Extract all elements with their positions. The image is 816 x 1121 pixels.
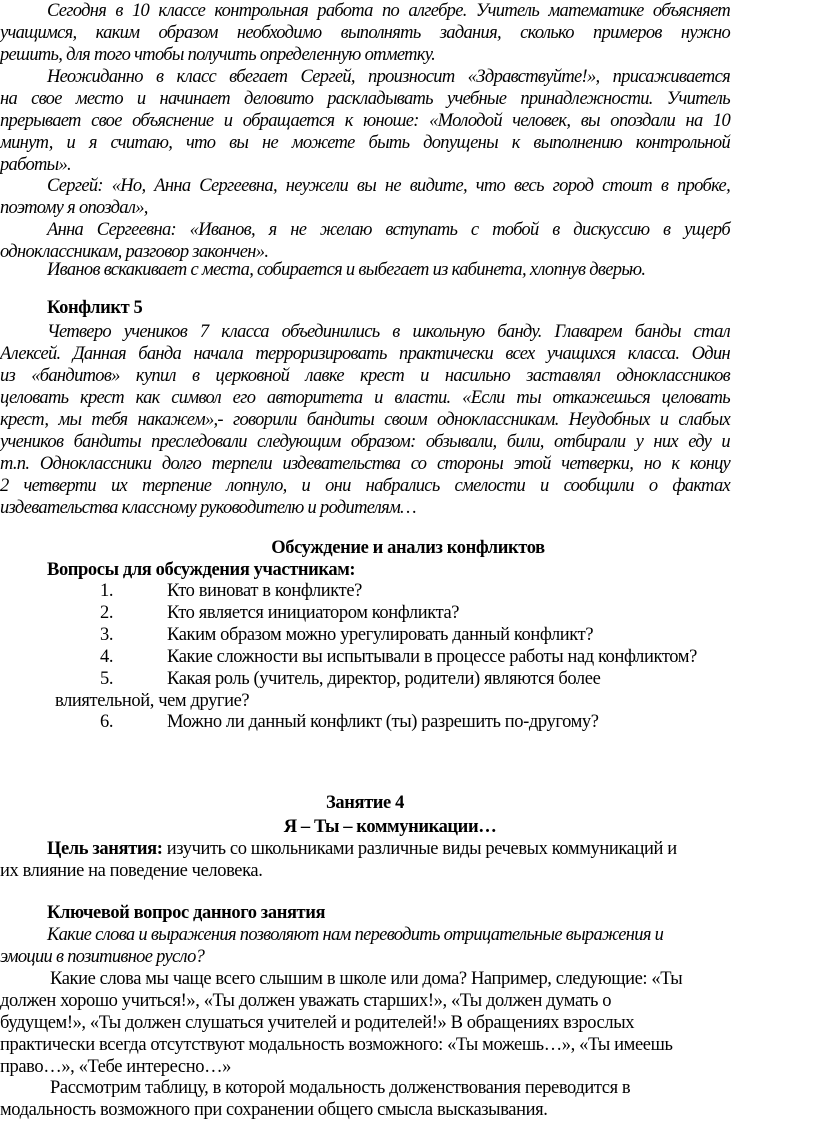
text-line: Анна Сергеевна: «Иванов, я не желаю вступать с тобой в дискуссию в ущерб: [47, 220, 730, 240]
list-text: Какие сложности вы испытывали в процессе работы над конфликтом?: [167, 647, 697, 667]
story-paragraph-5: Иванов вскакивает с места, собирается и выбегает из кабинета, хлопнув дверью.: [47, 260, 646, 280]
list-item: [0, 646, 730, 668]
lesson-goal: [47, 838, 777, 860]
text-line: Четверо учеников 7 класса объединились в школьную банду. Главарем банды стал: [47, 322, 730, 342]
list-text: Какая роль (учитель, директор, родители) являются более: [167, 669, 601, 689]
lesson-title: Занятие 4: [326, 793, 404, 813]
list-item: [0, 668, 730, 690]
text-line: Неожиданно в класс вбегает Сергей, произносит «Здравствуйте!», присаживается: [47, 67, 730, 87]
list-item: [0, 711, 730, 733]
list-number: 2.: [100, 603, 114, 623]
text-line: на свое место и начинает деловито раскладывать учебные принадлежности. Учитель: [0, 89, 730, 109]
key-question-title: Ключевой вопрос данного занятия: [47, 903, 326, 923]
text-line: минут, и я считаю, что вы не можете быть допущены к выполнению контрольной: [0, 133, 730, 153]
text-line: 2 четверти их терпение лопнуло, и они набрались смелости и сообщили о фактах: [0, 476, 730, 496]
text-line: практически всегда отсутствуют модальность возможного: «Ты можешь…», «Ты имеешь: [0, 1035, 673, 1055]
text-line: право…», «Тебе интересно…»: [0, 1057, 232, 1077]
goal-continuation: их влияние на поведение человека.: [0, 861, 263, 881]
list-text: Можно ли данный конфликт (ты) разрешить по-другому?: [167, 712, 599, 732]
list-item: [0, 624, 730, 646]
text-line: учащимся, каким образом необходимо выполнять задания, сколько примеров нужно: [0, 23, 730, 43]
text-line: должен хорошо учиться!», «Ты должен уважать старших!», «Ты должен думать о: [0, 991, 612, 1011]
list-number: 1.: [100, 581, 114, 601]
text-line: из «бандитов» купил в церковной лавке крест и насильно заставлял одноклассников: [0, 366, 730, 386]
text-line: будущем!», «Ты должен слушаться учителей и родителей!» В обращениях взрослых: [0, 1013, 635, 1033]
text-line: Сегодня в 10 классе контрольная работа по алгебре. Учитель математике объясняет: [47, 1, 730, 21]
list-number: 3.: [100, 625, 114, 645]
conflict-5-title: Конфликт 5: [47, 298, 143, 318]
text-line: поэтому я опоздал»,: [0, 198, 148, 218]
list-number: 4.: [100, 647, 114, 667]
text-line: крест, мы тебя накажем»,- говорили бандиты своим одноклассникам. Неудобных и слабых: [0, 410, 730, 430]
text-line: прерывает свое объяснение и обращается к юноше: «Молодой человек, вы опоздали на 10: [0, 111, 730, 131]
key-question: эмоции в позитивное русло?: [0, 947, 205, 967]
discussion-title: Обсуждение и анализ конфликтов: [271, 538, 545, 558]
text-line: издевательства классному руководителю и родителям…: [0, 498, 416, 518]
text-line: работы».: [0, 155, 71, 175]
goal-text: изучить со школьниками различные виды речевых коммуникаций и: [162, 839, 677, 859]
list-text: Каким образом можно урегулировать данный конфликт?: [167, 625, 594, 645]
goal-label: Цель занятия:: [47, 839, 163, 859]
list-text: Кто виноват в конфликте?: [167, 581, 362, 601]
text-line: учеников бандиты преследовали следующим образом: обзывали, били, отбирали у них еду и: [0, 432, 730, 452]
text-line: Какие слова мы чаще всего слышим в школе или дома? Например, следующие: «Ты: [50, 969, 683, 989]
text-line: Рассмотрим таблицу, в которой модальность долженствования переводится в: [50, 1078, 631, 1098]
text-line: т.п. Одноклассники долго терпели издевательства со стороны этой четверки, но к концу: [0, 454, 730, 474]
key-question: Какие слова и выражения позволяют нам переводить отрицательные выражения и: [47, 925, 664, 945]
list-item-continuation: влиятельной, чем другие?: [55, 691, 250, 711]
list-text: Кто является инициатором конфликта?: [167, 603, 460, 623]
text-line: Алексей. Данная банда начала терроризировать практически всех учащихся класса. Один: [0, 344, 730, 364]
discussion-subtitle: Вопросы для обсуждения участникам:: [47, 560, 356, 580]
text-line: модальность возможного при сохранении общего смысла высказывания.: [0, 1100, 548, 1120]
text-line: Сергей: «Но, Анна Сергеевна, неужели вы не видите, что весь город стоит в пробке,: [47, 176, 730, 196]
list-number: 6.: [100, 712, 114, 732]
list-item: [0, 602, 730, 624]
list-number: 5.: [100, 669, 114, 689]
text-line: одноклассникам, разговор закончен».: [0, 242, 269, 262]
text-line: решить, для того чтобы получить определенную отметку.: [0, 45, 436, 65]
lesson-subtitle: Я – Ты – коммуникации…: [283, 817, 497, 837]
list-item: [0, 580, 730, 602]
text-line: целовать крест как символ его авторитета и власти. «Если ты откажешься целовать: [0, 388, 730, 408]
